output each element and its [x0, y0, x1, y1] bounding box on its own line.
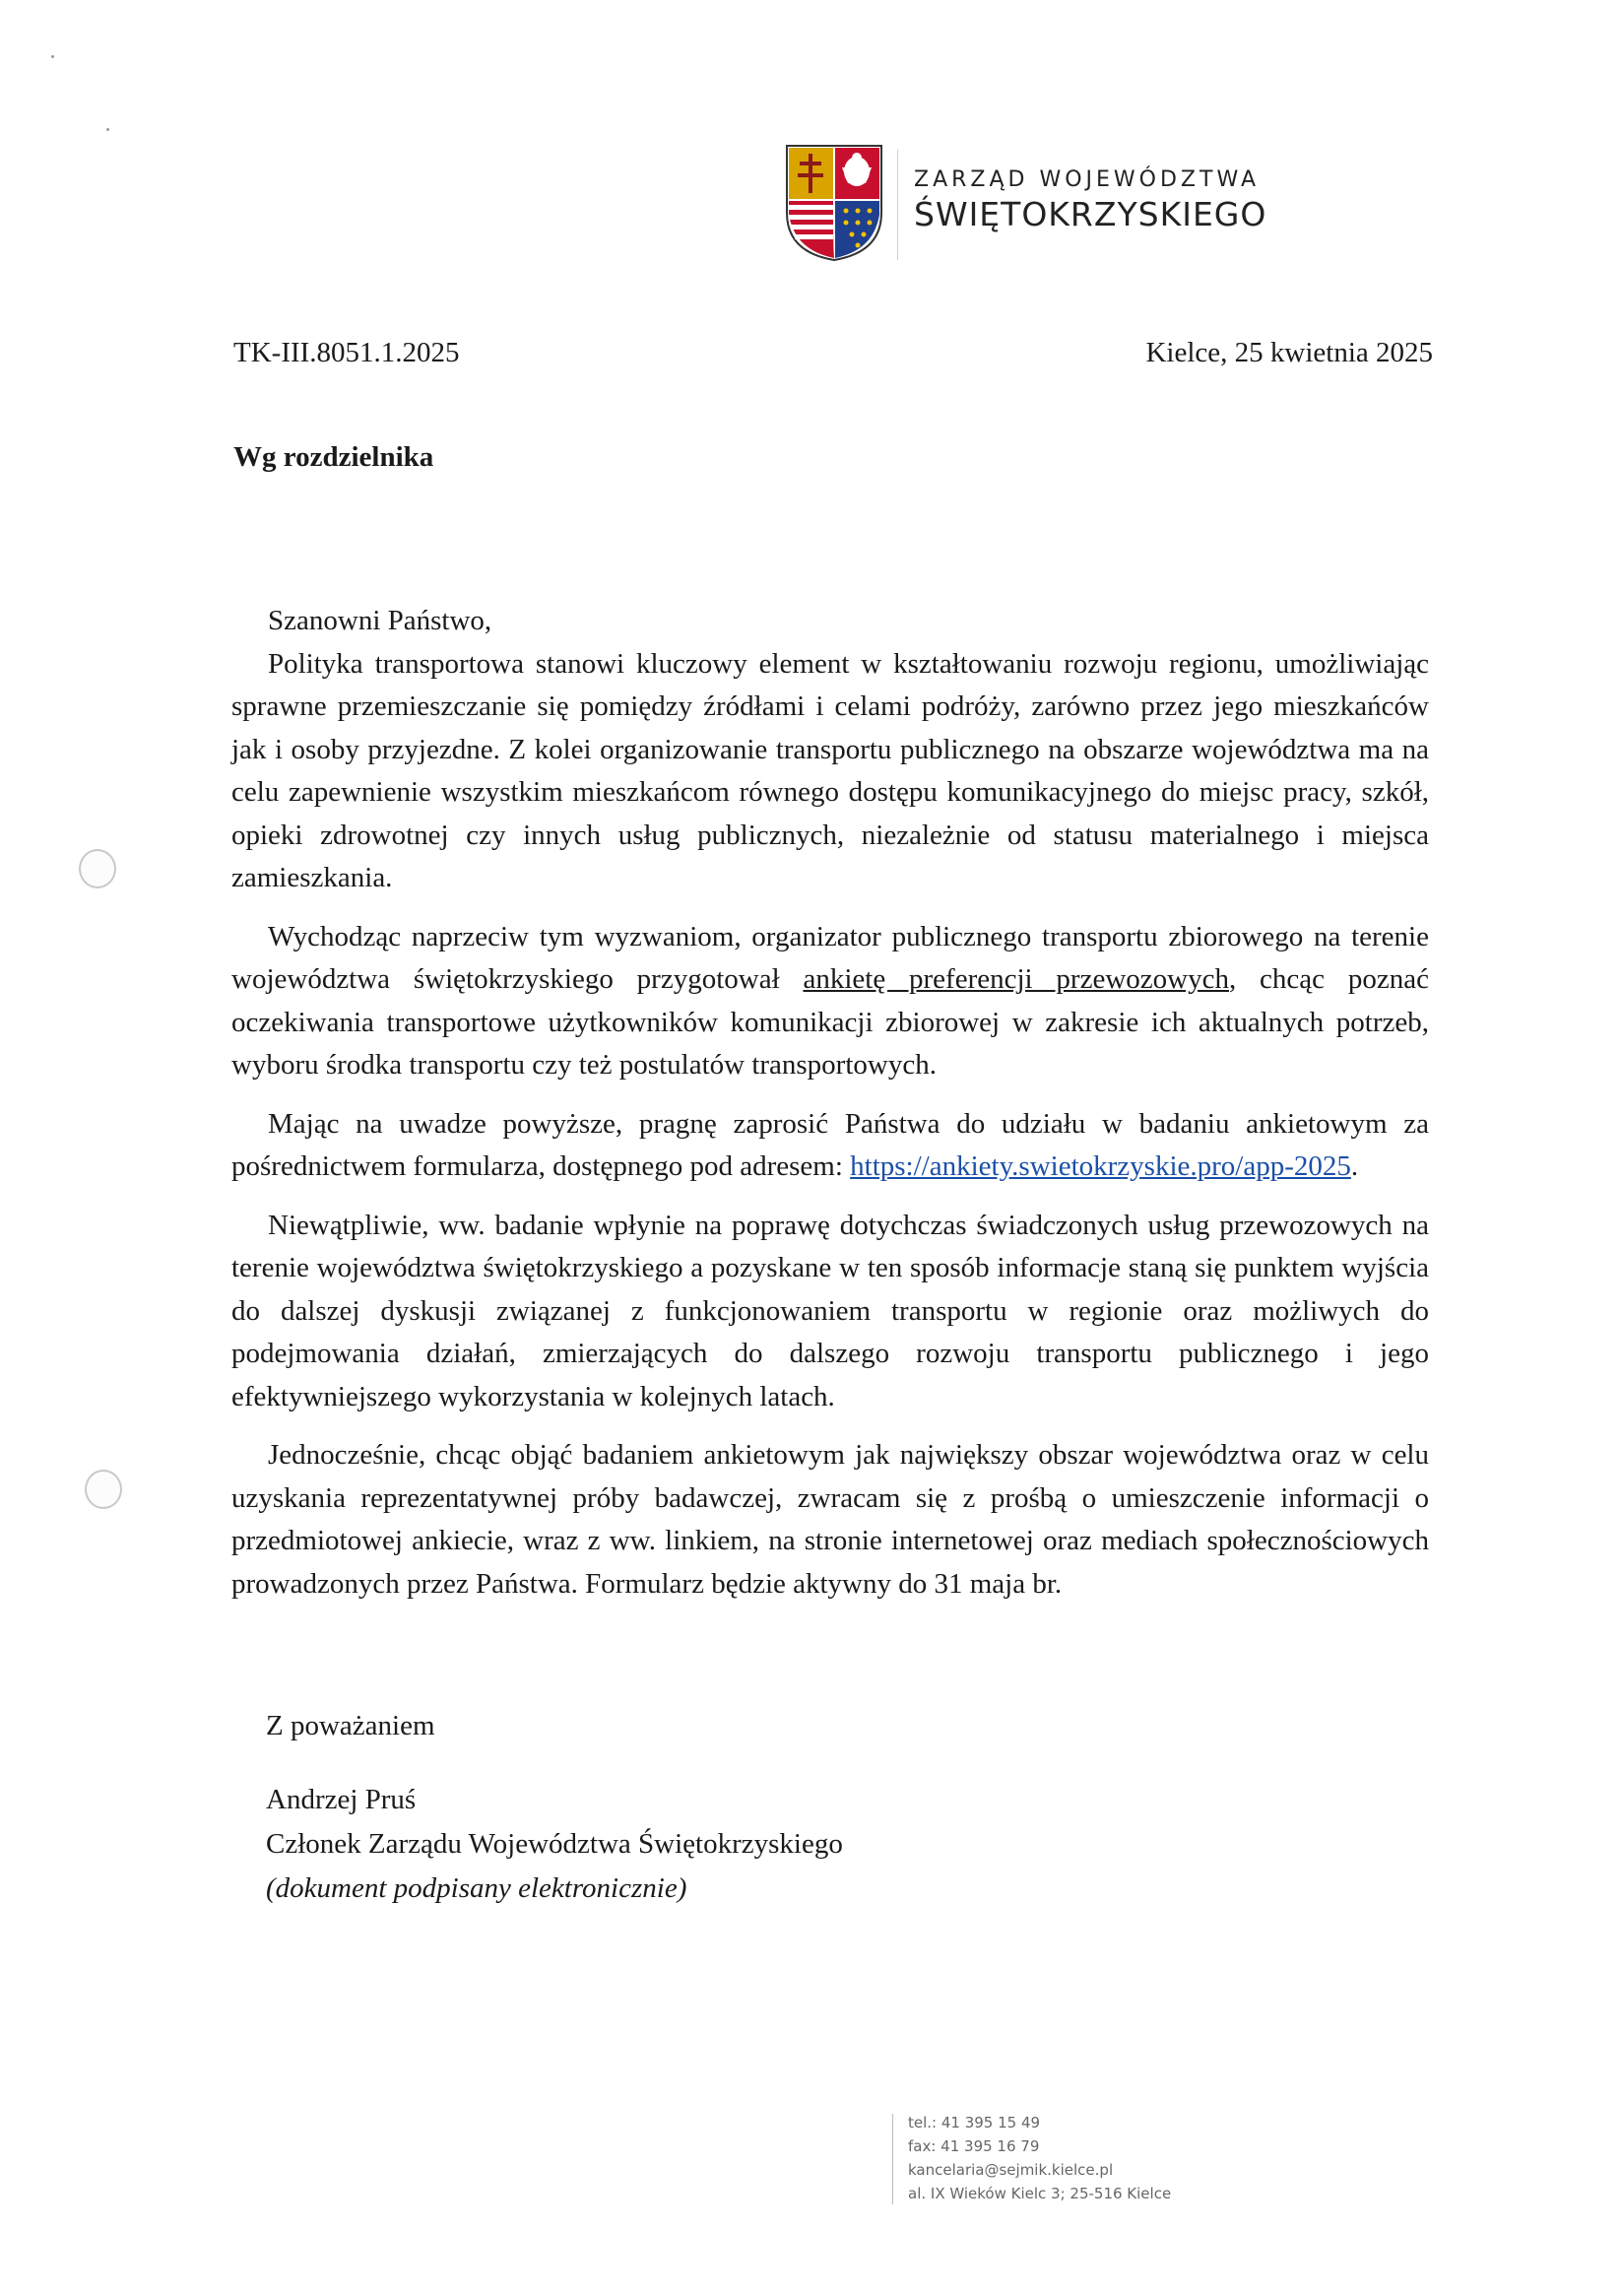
footer-contact [908, 2111, 1171, 2205]
org-line-2: ŚWIĘTOKRZYSKIEGO [914, 195, 1267, 233]
coat-of-arms-icon [785, 144, 883, 262]
footer-tel: tel.: 41 395 15 49 [908, 2114, 1041, 2132]
footer-email: kancelaria@sejmik.kielce.pl [908, 2161, 1114, 2179]
scan-speck [51, 55, 54, 58]
paragraph-3-text-a: Mając na uwadze powyższe, pragnę zaprosić Państwa do udziału w badaniu ankietowym za pośrednictwem formularza, dostępnego pod adresem: [231, 1107, 1429, 1182]
paragraph-4: Niewątpliwie, ww. badanie wpłynie na poprawę dotychczas świadczonych usług przewozowych na terenie województwa świętokrzyskiego a pozyskane w ten sposób informacje staną się punktem wyjścia do dalszej dyskusji związanej z funkcjonowaniem transportu w regionie oraz możliwych do podejmowania działań, zmierzających do dalszego rozwoju transportu publicznego i jego efektywniejszego wykorzystania w kolejnych latach. [231, 1209, 1429, 1412]
closing-regards: Z poważaniem [266, 1710, 435, 1741]
survey-name: ankietę preferencji przewozowych [803, 963, 1229, 995]
footer-fax: fax: 41 395 16 79 [908, 2137, 1040, 2155]
org-line-1: ZARZĄD WOJEWÓDZTWA [914, 167, 1261, 192]
header-divider [897, 150, 898, 260]
paragraph-1: Polityka transportowa stanowi kluczowy element w kształtowaniu rozwoju regionu, umożliwiając sprawne przemieszczanie się pomiędzy źródłami i celami podróży, zarówno przez jego mieszkańców jak i osoby przyjezdne. Z kolei organizowanie transportu publicznego na obszarze województwa ma na celu zapewnienie wszystkim mieszkańcom równego dostępu komunikacyjnego do miejsc pracy, szkół, opieki zdrowotnej czy innych usług publicznych, niezależnie od statusu materialnego i miejsca zamieszkania. [231, 647, 1429, 893]
recipient: Wg rozdzielnika [233, 441, 434, 473]
reference-number: TK-III.8051.1.2025 [233, 337, 460, 368]
scan-speck [106, 128, 109, 131]
salutation: Szanowni Państwo, [268, 605, 492, 636]
paragraph-3-text-b: . [1350, 1150, 1359, 1182]
letter-body [231, 600, 1429, 1606]
paragraph-3 [231, 1103, 1429, 1189]
paragraph-2 [231, 916, 1429, 1087]
signer-name: Andrzej Pruś [266, 1784, 417, 1815]
survey-link[interactable]: https://ankiety.swietokrzyskie.pro/app-2025 [850, 1150, 1351, 1182]
footer-divider [892, 2114, 893, 2204]
footer-address: al. IX Wieków Kielc 3; 25-516 Kielce [908, 2185, 1172, 2202]
paragraph-5: Jednocześnie, chcąc objąć badaniem ankietowym jak największy obszar województwa oraz w celu uzyskania reprezentatywnej próby badawczej, zwracam się z prośbą o umieszczenie informacji o przedmiotowej ankiecie, wraz z ww. linkiem, na stronie internetowej oraz mediach społecznościowych prowadzonych przez Państwa. Formularz będzie aktywny do 31 maja br. [231, 1439, 1429, 1600]
organization-name [914, 165, 1266, 234]
paragraph-2-text-a: Wychodząc naprzeciw tym wyzwaniom, organizator publicznego transportu zbiorowego na terenie województwa świętokrzyskiego przygotował [231, 920, 1429, 995]
punch-hole [79, 849, 116, 888]
letter-date: Kielce, 25 kwietnia 2025 [1145, 337, 1433, 368]
paragraph-2-text-b: , chcąc poznać oczekiwania transportowe użytkowników komunikacji zbiorowej w zakresie ich aktualnych potrzeb, wyboru środka transportu czy też postulatów transportowych. [231, 963, 1429, 1081]
punch-hole [85, 1470, 122, 1509]
signature-note: (dokument podpisany elektronicznie) [266, 1872, 687, 1904]
signature-block [266, 1704, 843, 1911]
signer-position: Członek Zarządu Województwa Świętokrzyskiego [266, 1828, 843, 1860]
